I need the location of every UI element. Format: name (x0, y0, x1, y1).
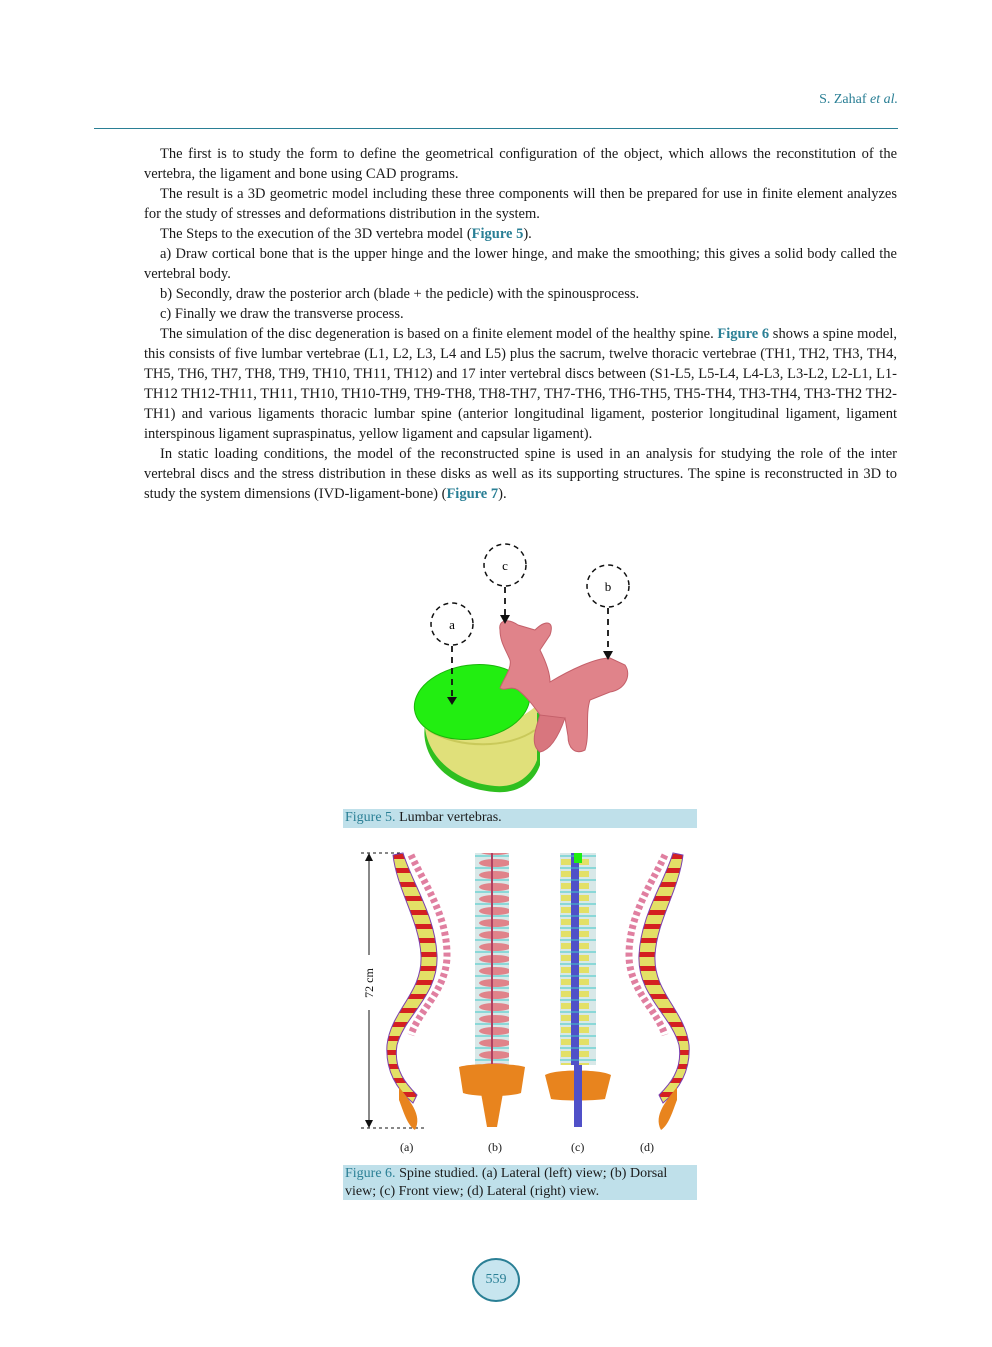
spine-view-c (545, 853, 611, 1127)
paragraph-5: b) Secondly, draw the posterior arch (blade + the pedicle) with the spinousprocess. (160, 286, 640, 302)
paragraph-8: In static loading conditions, the model of the reconstructed spine is used in an analysis for studying the role of the inter vertebral discs and the stress distribution in these disks as well as its supporting structures. The spine is reconstructed in 3D to study the system dimensions (IVD-ligament-bone) (Figure 7). (144, 446, 897, 502)
label-c: c (502, 558, 508, 573)
figure-5-link[interactable]: Figure 5 (471, 226, 524, 242)
paragraph-6: c) Finally we draw the transverse process. (160, 306, 404, 322)
paragraph-3: The Steps to the execution of the 3D vertebra model (Figure 5). (160, 226, 532, 242)
callout-c (484, 544, 526, 624)
figure-6-caption-label: Figure 6. (345, 1166, 396, 1181)
paragraph-7: The simulation of the disc degeneration is based on a finite element model of the healthy spine. Figure 6 shows a spine model, this consists of five lumbar vertebrae (L1, L2, L3, L4 and L5) plus the sacrum, twelve thoracic vertebrae (TH1, TH2, TH3, TH4, TH5, TH6, TH7, TH8, TH9, TH10, TH11, TH12) and 17 inter vertebral discs between (S1-L5, L5-L4, L4-L3, L3-L2, L2-L1, L1-TH12 TH12-TH11, TH11, TH10, TH10-TH9, TH9-TH8, TH8-TH7, TH7-TH6, TH6-TH5, TH5-TH4, TH3-TH4, TH3-TH2 TH2-TH1) and various ligaments thoracic lumbar spine (anterior longitudinal ligament, posterior longitudinal ligament, ligament interspinous ligament supraspinatus, yellow ligament and capsular ligament). (144, 326, 898, 442)
height-label: 72 cm (362, 968, 376, 998)
header-etal: et al. (870, 92, 898, 107)
figure-7-link[interactable]: Figure 7 (446, 486, 499, 502)
spine-view-d (629, 853, 689, 1130)
spine-view-b (459, 853, 525, 1127)
running-header (819, 92, 898, 108)
figure-5-image (400, 540, 650, 805)
header-authors: S. Zahaf (819, 92, 867, 107)
spine-view-a (387, 853, 447, 1130)
page-number: 559 (472, 1258, 520, 1302)
figure-6-image (355, 845, 695, 1145)
figure-6-caption-text: Spine studied. (a) Lateral (left) view; (b) Dorsal view; (c) Front view; (d) Lateral (right) view. (345, 1166, 668, 1199)
body-text (144, 144, 897, 504)
figure-6-link[interactable]: Figure 6 (717, 326, 770, 342)
sub-label-c: (c) (571, 1140, 585, 1154)
label-a: a (449, 617, 455, 632)
figure-5-caption (343, 809, 697, 828)
figure-6-caption (343, 1165, 697, 1200)
paragraph-1: The first is to study the form to define the geometrical configuration of the object, which allows the reconstitution of the vertebra, the ligament and bone using CAD programs. (144, 146, 897, 182)
paragraph-2: The result is a 3D geometric model including these three components will then be prepared for use in finite element analyzes for the study of stresses and deformations distribution in the system. (144, 186, 897, 222)
sub-label-d: (d) (640, 1140, 654, 1154)
paragraph-4: a) Draw cortical bone that is the upper hinge and the lower hinge, and make the smoothing; this gives a solid body called the vertebral body. (144, 246, 897, 282)
sub-label-b: (b) (488, 1140, 502, 1154)
label-b: b (604, 579, 612, 594)
figure-5-caption-label: Figure 5. (345, 810, 396, 825)
sub-label-a: (a) (400, 1140, 414, 1154)
figure-5-caption-text: Lumbar vertebras. (395, 810, 502, 825)
header-rule (94, 128, 898, 129)
